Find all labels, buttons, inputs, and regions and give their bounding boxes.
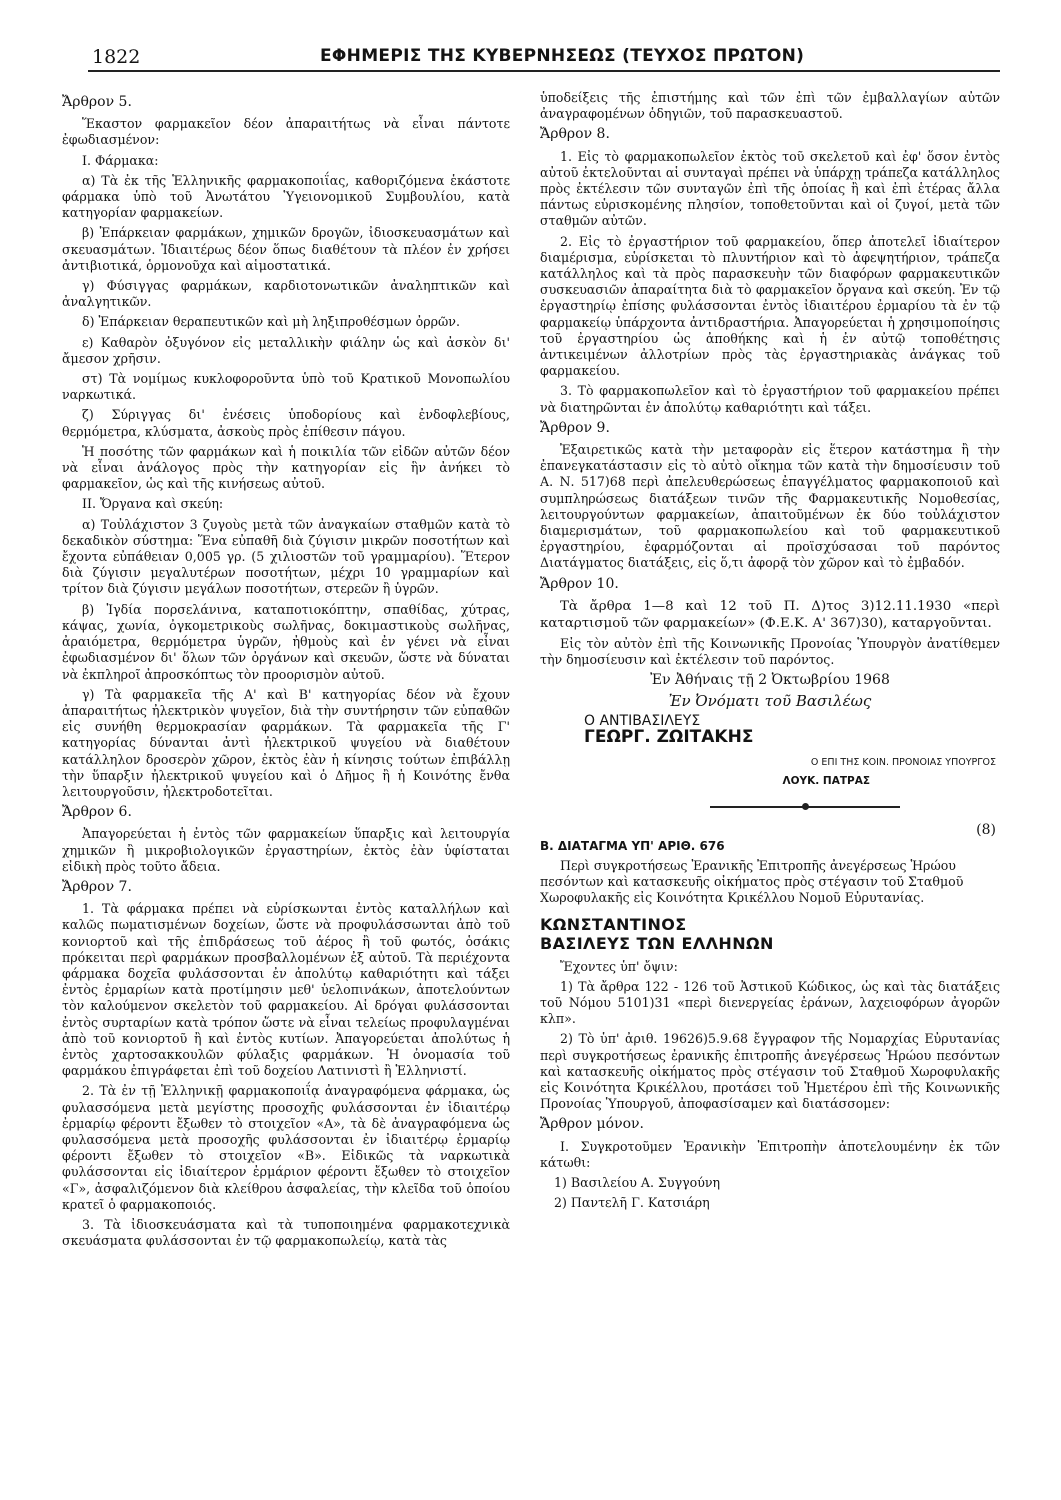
article-7-title: Ἄρθρον 7. [62, 878, 132, 895]
minister-name: ΛΟΥΚ. ΠΑΤΡΑΣ [782, 775, 870, 788]
article-10-text: Τὰ ἄρθρα 1—8 καὶ 12 τοῦ Π. Δ)τος 3)12.11.1930 «περὶ καταρτισμοῦ τῶν φαρμακείων» (Φ.Ε.Κ. Α' 367)30), καταργοῦνται. [540, 598, 1000, 631]
closing-clause: Εἰς τὸν αὐτὸν ἐπὶ τῆς Κοινωνικῆς Προνοίας Ὑπουργὸν ἀνατίθεμεν τὴν δημοσίευσιν καὶ ἐκτέλεσιν τοῦ παρόντος. [540, 635, 1000, 668]
in-name-of-king: Ἐν Ὀνόματι τοῦ Βασιλέως [668, 691, 872, 710]
article-9-text: Ἐξαιρετικῶς κατὰ τὴν μεταφορὰν εἰς ἕτερον κατάστημα ἢ τὴν ἐπανεγκατάστασιν εἰς τὸ αὐτὸ οἴκημα τῶν κατὰ τὴν δημοσίευσιν τοῦ Α. Ν. 517)68 περὶ ἀπελευθερώσεως ἐπαγγέλματος φαρμακοποιοῦ καὶ συμπληρώσεως διατάξεων τινῶν τῆς Φαρμακευτικῆς Νομοθεσίας, λειτουργούντων φαρμακείων, ἀπαιτοῦμένων ἐκ δύο τοὐλάχιστον διαμερισμάτων, τοῦ φαρμακοπωλείου καὶ τοῦ φαρμακευτικοῦ ἐργαστηρίου, ἐφαρμόζονται αἱ προϊσχύσασαι τοῦ παρόντος Διατάγματος διατάξεις, εἰς ὅ,τι ἀφορᾷ τὸν χῶρον καὶ τὸ ἐμβαδόν. [540, 442, 1000, 571]
article-8-para-3: 3. Τὸ φαρμακοπωλεῖον καὶ τὸ ἐργαστήριον τοῦ φαρμακείου πρέπει νὰ διατηρῶνται ἐν ἀπολύτῳ καθαριότητι καὶ τάξει. [540, 383, 1000, 415]
section-2-title: ΙΙ. Ὄργανα καὶ σκεύη: [82, 496, 224, 512]
section-1-item-d: δ) Ἐπάρκειαν θεραπευτικῶν καὶ μὴ ληξιπροθέσμων ὀρρῶν. [82, 314, 460, 330]
section-2-item-a: α) Τοὐλάχιστον 3 ζυγοὺς μετὰ τῶν ἀναγκαίων σταθμῶν κατὰ τὸ δεκαδικὸν σύστημα: Ἕνα εὐπαθῆ διὰ ζύγισιν μικρῶν ποσοτήτων καὶ ἔχοντα εὐπάθειαν 0,005 γρ. (5 χιλιοστῶν τοῦ γραμμαρίου). Ἕτερον διὰ ζύγισιν μεγαλυτέρων ποσοτήτων, μέχρι 10 γραμμαρίων καὶ τρίτον διὰ ζύγισιν μεγάλων ποσοτήτων, στερεῶν ἢ ὑγρῶν. [62, 516, 510, 597]
article-5-intro: Ἕκαστον φαρμακεῖον δέον ἀπαραιτήτως νὰ εἶναι πάντοτε ἐφωδιασμένον: [62, 116, 510, 148]
article-5-title: Ἄρθρον 5. [62, 94, 132, 110]
committee-member-1: 1) Βασιλείου Α. Συγγούνη [554, 1174, 721, 1190]
sole-article-para-1: Ι. Συγκροτοῦμεν Ἐρανικὴν Ἐπιτροπὴν ἀποτελουμένην ἐκ τῶν κάτωθι: [540, 1138, 1000, 1170]
regent-title: Ο ΑΝΤΙΒΑΣΙΛΕΥΣ [584, 712, 701, 729]
having-regard-1: 1) Τὰ ἄρθρα 122 - 126 τοῦ Ἀστικοῦ Κώδικος, ὡς καὶ τὰς διατάξεις τοῦ Νόμου 5101)31 «περὶ διενεργείας ἐράνων, λαχειοφόρων ἀγορῶν κλπ». [540, 978, 1000, 1027]
article-9-title: Ἄρθρον 9. [540, 419, 610, 436]
page-number: 1822 [92, 46, 141, 68]
committee-member-2: 2) Παντελῆ Γ. Κατσιάρη [554, 1195, 710, 1211]
gazette-title: ΕΦΗΜΕΡΙΣ ΤΗΣ ΚΥΒΕΡΝΗΣΕΩΣ (ΤΕΥΧΟΣ ΠΡΩΤΟΝ) [320, 46, 805, 66]
section-2-item-c: γ) Τὰ φαρμακεῖα τῆς Α' καὶ Β' κατηγορίας δέον νὰ ἔχουν ἀπαραιτήτως ἠλεκτρικὸν ψυγεῖον, διὰ τὴν συντήρησιν τῶν εὐπαθῶν εἰς συνήθη θερμοκρασίαν φαρμάκων. Τὰ φαρμακεῖα τῆς Γ' κατηγορίας δύνανται ἀντὶ ἠλεκτρικοῦ ψυγείου νὰ διαθέτουν κατάλληλον δροσερὸν χῶρον, ἐκτὸς ἐὰν ἡ κίνησις τούτων ἐπιβάλλῃ τὴν ὕπαρξιν ἠλεκτρικοῦ ψυγείου καὶ ὁ Δῆμος ἢ ἡ Κοινότης ἔνθα λειτουργοῦσιν, ἠλεκτροδοτεῖται. [62, 686, 510, 799]
section-1-item-a: α) Τὰ ἐκ τῆς Ἑλληνικῆς φαρμακοποιΐας, καθοριζόμενα ἑκάστοτε φάρμακα ὑπὸ τοῦ Ἀνωτάτου Ὑγειονομικοῦ Συμβουλίου, κατὰ κατηγορίαν φαρμακείων. [62, 172, 510, 221]
right-column [540, 90, 1000, 1215]
king-title: ΒΑΣΙΛΕΥΣ ΤΩΝ ΕΛΛΗΝΩΝ [540, 933, 774, 953]
section-1-item-b: β) Ἐπάρκειαν φαρμάκων, χημικῶν δρογῶν, ἰδιοσκευασμάτων καὶ σκευασμάτων. Ἰδιαιτέρως δέον ὅπως διαθέτουν τὰ πλέον ἐν χρήσει ἀντιβιοτικά, ὁρμονοῦχα καὶ αἱμοστατικά. [62, 225, 510, 273]
minister-title: Ο ΕΠΙ ΤΗΣ ΚΟΙΝ. ΠΡΟΝΟΙΑΣ ΥΠΟΥΡΓΟΣ [810, 757, 996, 769]
king-name: ΚΩΝΣΤΑΝΤΙΝΟΣ [540, 914, 687, 934]
article-6-text: Ἀπαγορεύεται ἡ ἐντὸς τῶν φαρμακείων ὕπαρξις καὶ λειτουργία χημικῶν ἢ μικροβιολογικῶν ἐργαστηρίων, ἐκτὸς ἐὰν ὑφίσταται εἰδικὴ πρὸς τοῦτο ἄδεια. [62, 826, 510, 874]
decree-subject: Περὶ συγκροτήσεως Ἐρανικῆς Ἐπιτροπῆς ἀνεγέρσεως Ἡρώου πεσόντων καὶ κατασκευῆς οἰκήματος πρὸς στέγασιν τοῦ Σταθμοῦ Χωροφυλακῆς εἰς Κοινότητα Κρικέλλου Νομοῦ Εὐρυτανίας. [540, 857, 964, 906]
section-1-item-e: ε) Καθαρὸν ὀξυγόνον εἰς μεταλλικὴν φιάλην ὡς καὶ ἀσκὸν δι' ἄμεσον χρῆσιν. [62, 334, 510, 366]
item-number: (8) [976, 821, 996, 838]
article-10-title: Ἄρθρον 10. [540, 575, 619, 592]
section-1-closing: Ἡ ποσότης τῶν φαρμάκων καὶ ἡ ποικιλία τῶν εἰδῶν αὐτῶν δέον νὰ εἶναι ἀνάλογος πρὸς τὴν κατηγορίαν εἰς ἣν ἀνήκει τὸ φαρμακεῖον, ὡς καὶ τῆς κινήσεως αὐτοῦ. [62, 443, 510, 492]
section-1-title: Ι. Φάρμακα: [82, 152, 159, 168]
decree-title: Β. ΔΙΑΤΑΓΜΑ ΥΠ' ΑΡΙΘ. 676 [540, 838, 725, 853]
article-8-title: Ἄρθρον 8. [540, 126, 610, 143]
article-6-title: Ἄρθρον 6. [62, 804, 132, 821]
continued-text: ὑποδείξεις τῆς ἐπιστήμης καὶ τῶν ἐπὶ τῶν ἐμβαλλαγίων αὐτῶν ἀναγραφομένων ὁδηγιῶν, τοῦ παρασκευαστοῦ. [540, 90, 1000, 122]
article-8-para-2: 2. Εἰς τὸ ἐργαστήριον τοῦ φαρμακείου, ὅπερ ἀποτελεῖ ἰδιαίτερον διαμέρισμα, εὑρίσκεται τὸ πλυντήριον καὶ τὸ ἀφεψητήριον, τράπεζα κατάλληλος καὶ τὰ πρὸς παρασκευὴν τῶν διαφόρων φαρμακευτικῶν συσκευασιῶν ἀπαραίτητα διὰ τὸ φαρμακεῖον ὄργανα καὶ σκεύη. Ἐν τῷ ἐργαστηρίῳ ἐπίσης φυλάσσονται ἐντὸς ἰδιαιτέρου ἐρμαρίου τὰ ἐν τῷ φαρμακείῳ ὑπάρχοντα ἀντιδραστήρια. Ἀπαγορεύεται ἡ χρησιμοποίησις τοῦ ἐργαστηρίου ὡς ἀποθήκης καὶ ἡ ἐν αὐτῷ τοποθέτησις ἀντικειμένων ἀλλοτρίων πρὸς τὰς ἐργαστηριακὰς ἀνάγκας τοῦ φαρμακείου. [540, 233, 1000, 379]
article-7-para-3: 3. Τὰ ἰδιοσκευάσματα καὶ τὰ τυποποιημένα φαρμακοτεχνικὰ σκευάσματα φυλάσσονται ἐν τῷ φαρμακοπωλείῳ, κατὰ τὰς [62, 1217, 510, 1249]
left-column [62, 90, 510, 1253]
regent-name: ΓΕΩΡΓ. ΖΩΙΤΑΚΗΣ [584, 726, 754, 747]
having-regard-2: 2) Τὸ ὑπ' ἀριθ. 19626)5.9.68 ἔγγραφον τῆς Νομαρχίας Εὐρυτανίας περὶ συγκροτήσεως ἐρανικῆς ἐπιτροπῆς ἀνεγέρσεως Ἡρώου πεσόντων καὶ κατασκευῆς οἰκήματος πρὸς στέγασιν τοῦ Σταθμοῦ Χωροφυλακῆς εἰς Κοινότητα Κρικέλλου, προτάσει τοῦ Ἡμετέρου ἐπὶ τῆς Κοινωνικῆς Προνοίας Ὑπουργοῦ, ἀποφασίσαμεν καὶ διατάσσομεν: [540, 1031, 1000, 1112]
sole-article-title: Ἄρθρον μόνον. [540, 1116, 644, 1133]
section-1-item-st: στ) Τὰ νομίμως κυκλοφοροῦντα ὑπὸ τοῦ Κρατικοῦ Μονοπωλίου ναρκωτικά. [62, 371, 510, 403]
section-divider [540, 800, 1000, 814]
section-2-item-b: β) Ἰγδία πορσελάνινα, καταποτιοκόπτην, σπαθίδας, χύτρας, κάψας, χωνία, ὀγκομετρικοὺς σωλῆνας, δοκιμαστικοὺς σωλῆνας, ἀραιόμετρα, θερμόμετρα ὑγρῶν, ἠθμοὺς καὶ ἐν γένει νὰ εἶναι ἐφωδιασμένον δι' ὅλων τῶν ὀργάνων καὶ σκευῶν, ὥστε νὰ δύναται νὰ ἐκπληροῖ ἀπροσκόπτως τὸν προορισμὸν αὐτοῦ. [62, 601, 510, 682]
article-8-para-1: 1. Εἰς τὸ φαρμακοπωλεῖον ἐκτὸς τοῦ σκελετοῦ καὶ ἐφ' ὅσον ἐντὸς αὐτοῦ ἐκτελοῦνται αἱ συνταγαὶ πρέπει νὰ ὑπάρχῃ τράπεζα κατάλληλος πρὸς ἐκτέλεσιν τῶν συνταγῶν ἐπὶ τῆς ὁποίας ἢ καὶ ἐπὶ ἑτέρας ἄλλα πάντως εὑρισκομένης πλησίον, τοποθετοῦνται καὶ οἱ ζυγοί, μετὰ τῶν σταθμῶν αὐτῶν. [540, 148, 1000, 229]
having-regard: Ἔχοντες ὑπ' ὄψιν: [560, 958, 678, 974]
header-rule [88, 70, 1000, 72]
section-1-item-c: γ) Φύσιγγας φαρμάκων, καρδιοτονωτικῶν ἀναληπτικῶν καὶ ἀναλγητικῶν. [62, 278, 510, 310]
section-1-item-z: ζ) Σύριγγας δι' ἐνέσεις ὑποδορίους καὶ ἐνδοφλεβίους, θερμόμετρα, κλύσματα, ἀσκοὺς πρὸς ἐπίθεσιν πάγου. [62, 407, 510, 439]
article-7-para-1: 1. Τὰ φάρμακα πρέπει νὰ εὑρίσκωνται ἐντὸς καταλλήλων καὶ καλῶς πωματισμένων δοχείων, ὥστε νὰ προφυλάσσωνται ἀπὸ τοῦ κονιορτοῦ καὶ τῆς ἐπιδράσεως τοῦ ἀέρος ἢ τοῦ φωτός, ὁσάκις πρόκειται περὶ φαρμάκων προσβαλλομένων ἐξ αὐτοῦ. Τὰ περιέχοντα φάρμακα δοχεῖα φυλάσσονται ἐν ἀπολύτῳ καθαριότητι καὶ τάξει ἐντὸς ἐρμαρίων κατὰ προτίμησιν μεθ' ὑελοπινάκων, ἀποτελούντων τὸν καλούμενον σκελετὸν τοῦ φαρμακείου. Αἱ δρόγαι φυλάσσονται ἐντὸς συρταρίων κατὰ τρόπον ὥστε νὰ εἶναι τελείως προφυλαγμέναι ἀπὸ τοῦ κονιορτοῦ ἢ καὶ ἐντὸς κυτίων. Ἀπαγορεύεται ἀπολύτως ἡ ἐντὸς χαρτοσακκουλῶν φύλαξις φαρμάκων. Ἡ ὀνομασία τοῦ φαρμάκου ἐπιγράφεται ἐπὶ τοῦ δοχείου Λατινιστὶ ἢ Ἑλληνιστί. [62, 901, 510, 1079]
article-7-para-2: 2. Τὰ ἐν τῇ Ἑλληνικῇ φαρμακοποιΐᾳ ἀναγραφόμενα φάρμακα, ὡς φυλασσόμενα μετὰ μεγίστης προσοχῆς φυλάσσονται ἐν ἰδιαιτέρῳ ἐρμαρίῳ φέροντι ἔξωθεν τὸ στοιχεῖον «Α», τὰ δὲ ἀναγραφόμενα ὡς φυλασσόμενα μετὰ προσοχῆς φυλάσσονται ἐν ἰδιαιτέρῳ ἐρμαρίῳ φέροντι ἔξωθεν τὸ στοιχεῖον «Β». Εἰδικῶς τὰ ναρκωτικὰ φυλάσσονται εἰς ἰδιαίτερον ἐρμάριον φέροντι ἔξωθεν τὸ στοιχεῖον «Γ», ἀσφαλιζόμενον διὰ κλείθρου ἀσφαλείας, τὴν κλεῖδα τοῦ ὁποίου κρατεῖ ὁ φαρμακοποιός. [62, 1083, 510, 1212]
place-date: Ἐν Ἀθήναις τῇ 2 Ὀκτωβρίου 1968 [650, 672, 890, 689]
